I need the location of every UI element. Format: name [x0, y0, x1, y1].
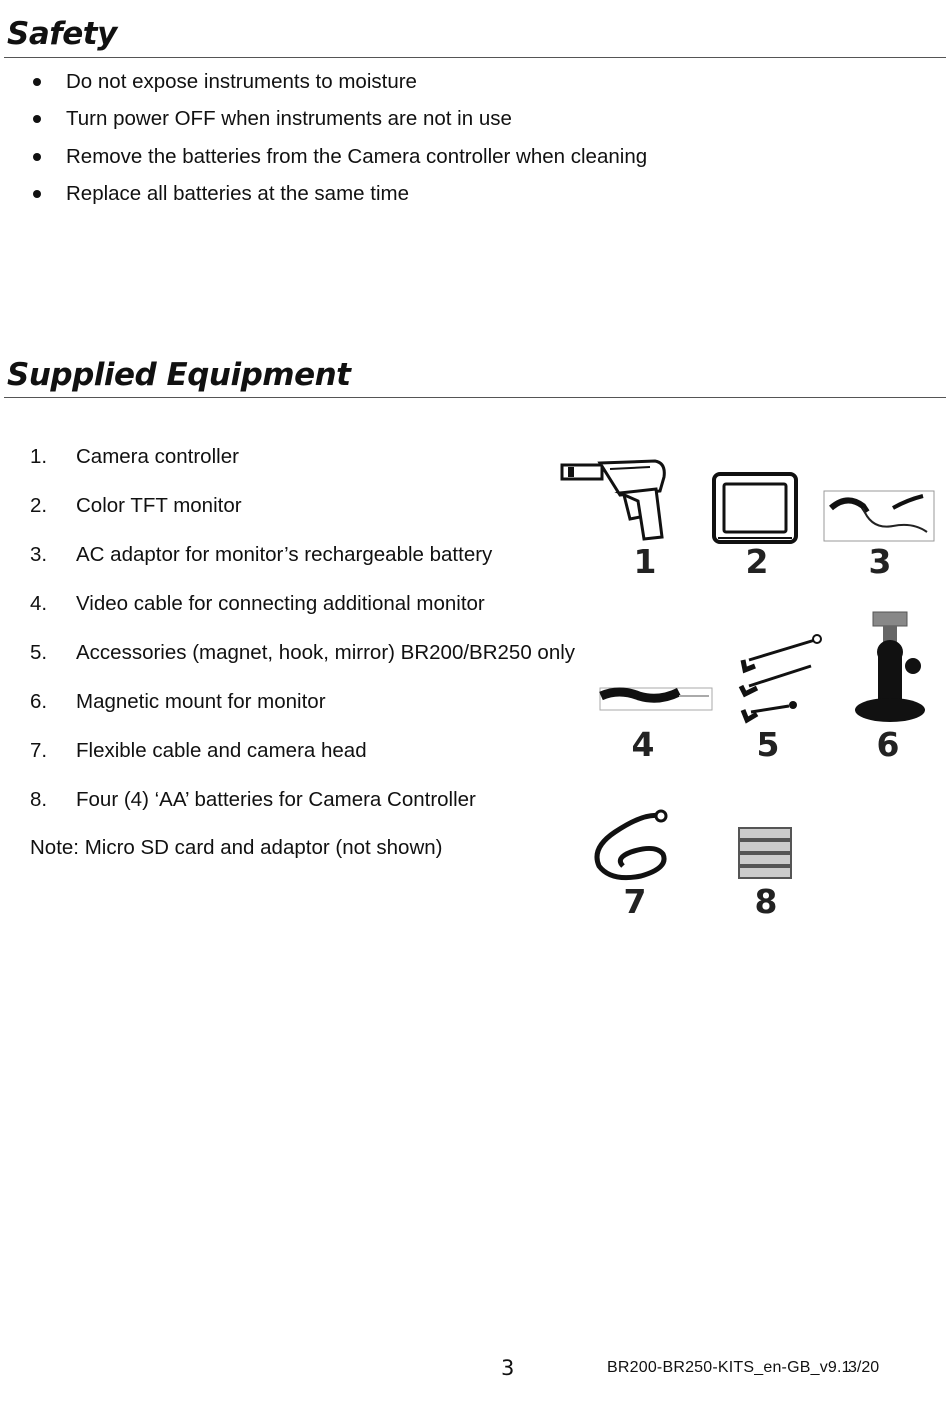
safety-rule — [4, 57, 946, 58]
item-text: AC adaptor for monitor’s rechargeable battery — [76, 543, 493, 566]
equipment-item — [30, 440, 575, 489]
item-number: 2. — [30, 494, 48, 517]
figure-label-3: 3 — [868, 542, 892, 581]
equipment-list — [30, 440, 575, 832]
safety-item: Turn power OFF when instruments are not in use — [30, 102, 647, 139]
monitor-image — [710, 468, 800, 546]
camera-controller-image — [560, 455, 670, 545]
equipment-rule — [4, 397, 946, 398]
item-text: Magnetic mount for monitor — [76, 690, 326, 713]
figure-label-7: 7 — [623, 882, 647, 921]
equipment-item — [30, 587, 575, 636]
item-number: 6. — [30, 690, 48, 713]
item-number: 3. — [30, 543, 48, 566]
equipment-item — [30, 489, 575, 538]
figure-label-4: 4 — [631, 725, 655, 764]
safety-item: Do not expose instruments to moisture — [30, 65, 647, 102]
item-text: Flexible cable and camera head — [76, 739, 367, 762]
ac-adaptor-image — [823, 490, 935, 542]
accessories-image — [735, 630, 825, 730]
footer-page-number: 3 — [501, 1356, 515, 1380]
figure-label-6: 6 — [876, 725, 900, 764]
figure-label-2: 2 — [745, 542, 769, 581]
item-text: Four (4) ‘AA’ batteries for Camera Controller — [76, 788, 476, 811]
equipment-item — [30, 685, 575, 734]
safety-item: Replace all batteries at the same time — [30, 177, 647, 214]
figure-label-5: 5 — [756, 725, 780, 764]
footer-page-count: 3/20 — [848, 1359, 880, 1376]
item-text: Video cable for connecting additional monitor — [76, 592, 485, 615]
flexible-cable-image — [585, 808, 675, 888]
item-text: Camera controller — [76, 445, 239, 468]
safety-list — [30, 65, 647, 214]
item-number: 5. — [30, 641, 48, 664]
figure-label-8: 8 — [754, 882, 778, 921]
equipment-item — [30, 734, 575, 783]
equipment-illustration — [555, 450, 945, 930]
magnetic-mount-image — [851, 608, 931, 726]
item-number: 4. — [30, 592, 48, 615]
equipment-item — [30, 783, 575, 832]
equipment-heading: Supplied Equipment — [7, 357, 351, 393]
item-text: Color TFT monitor — [76, 494, 242, 517]
item-number: 1. — [30, 445, 48, 468]
item-number: 7. — [30, 739, 48, 762]
batteries-image — [737, 824, 795, 886]
safety-item: Remove the batteries from the Camera controller when cleaning — [30, 140, 647, 177]
safety-heading: Safety — [7, 16, 117, 52]
figure-label-1: 1 — [633, 542, 657, 581]
equipment-note: Note: Micro SD card and adaptor (not shown) — [30, 836, 443, 859]
item-number: 8. — [30, 788, 48, 811]
video-cable-image — [599, 684, 714, 714]
equipment-item — [30, 538, 575, 587]
equipment-item — [30, 636, 575, 685]
footer-doc-code: BR200-BR250-KITS_en-GB_v9.1 — [607, 1359, 851, 1376]
item-text: Accessories (magnet, hook, mirror) BR200/BR250 only — [76, 641, 576, 664]
